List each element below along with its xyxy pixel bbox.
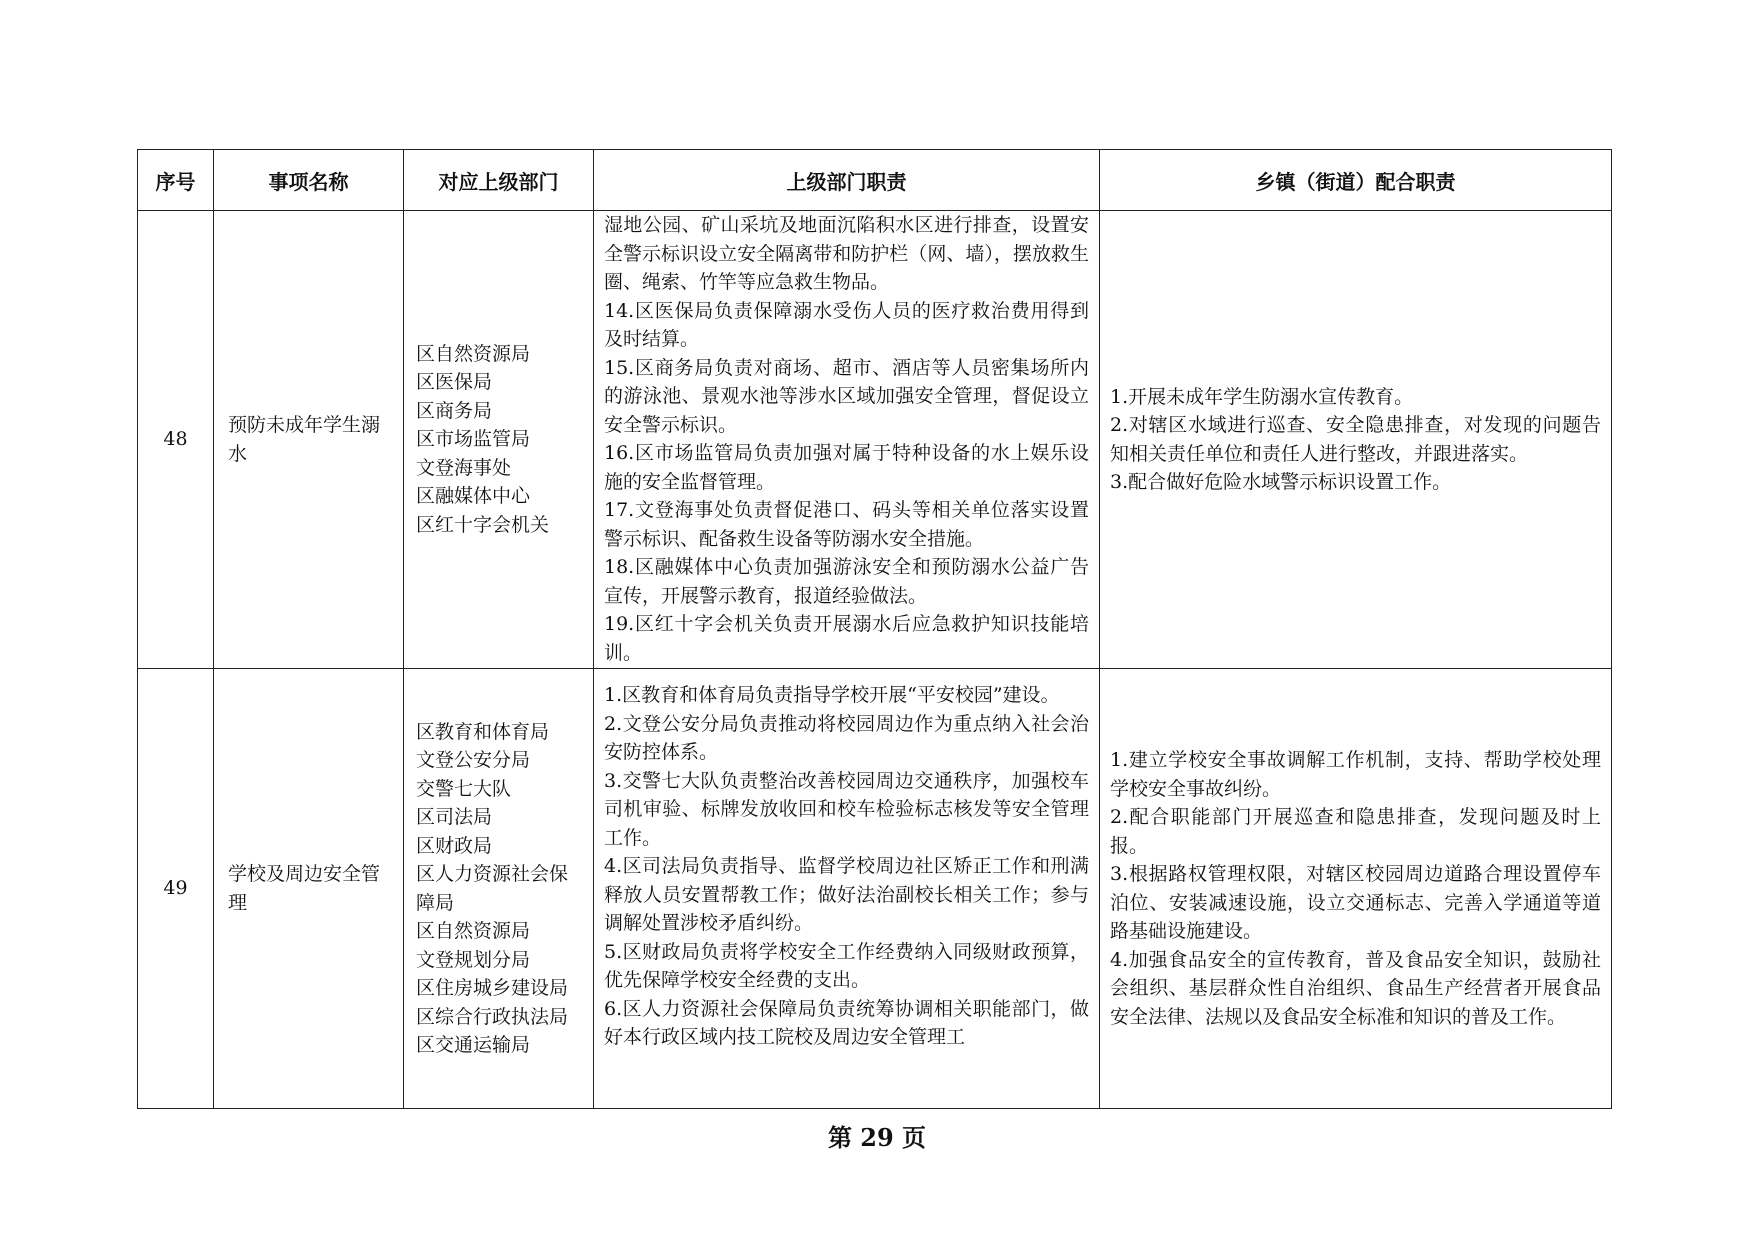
department-item: 区融媒体中心 [416,485,531,508]
department-item: 区教育和体育局 [416,720,550,743]
table-row [138,211,1612,669]
town-duties-cell [1100,211,1612,669]
table-header-row [138,150,1612,211]
duty-paragraph: 16.区市场监管局负责加强对属于特种设备的水上娱乐设施的安全监督管理。 [604,442,1089,493]
row-number: 48 [138,211,214,669]
duty-paragraph: 15.区商务局负责对商场、超市、酒店等人员密集场所内的游泳池、景观水池等涉水区域加强安全管理，督促设立安全警示标识。 [604,356,1089,436]
duty-paragraph: 1.区教育和体育局负责指导学校开展“平安校园”建设。 [604,684,1060,706]
header-departments: 对应上级部门 [404,150,594,211]
department-item: 区商务局 [416,399,493,422]
department-item: 区自然资源局 [416,342,531,365]
town-duty-paragraph: 2.配合职能部门开展巡查和隐患排查，发现问题及时上报。 [1110,806,1601,857]
duty-paragraph: 6.区人力资源社会保障局负责统筹协调相关职能部门，做好本行政区域内技工院校及周边安全管理工 [604,997,1089,1048]
table-row [138,669,1612,1109]
header-town-duties: 乡镇（街道）配合职责 [1100,150,1612,211]
header-superior-duties: 上级部门职责 [594,150,1100,211]
department-item: 区住房城乡建设局 [416,977,569,999]
duty-paragraph: 18.区融媒体中心负责加强游泳安全和预防溺水公益广告宣传，开展警示教育，报道经验做法。 [604,556,1089,607]
department-item: 区司法局 [416,806,493,828]
department-item: 交警七大队 [416,777,512,800]
department-item: 文登公安分局 [416,749,531,771]
duty-paragraph: 4.区司法局负责指导、监督学校周边社区矫正工作和刑满释放人员安置帮教工作；做好法治副校长相关工作；参与调解处置涉校矛盾纠纷。 [604,855,1089,934]
department-item: 区市场监管局 [416,428,531,451]
department-item: 区自然资源局 [416,920,531,942]
duty-paragraph: 3.交警七大队负责整治改善校园周边交通秩序，加强校车司机审验、标牌发放收回和校车检验标志核发等安全管理工作。 [604,769,1089,849]
department-item: 区综合行政执法局 [416,1005,569,1028]
item-name: 学校及周边安全管理 [214,669,404,1109]
duty-paragraph: 5.区财政局负责将学校安全工作经费纳入同级财政预算，优先保障学校安全经费的支出。 [604,940,1089,991]
department-item: 区交通运输局 [416,1034,531,1056]
item-name: 预防未成年学生溺水 [214,211,404,669]
duty-paragraph: 14.区医保局负责保障溺水受伤人员的医疗救治费用得到及时结算。 [604,299,1089,350]
department-item: 文登海事处 [416,456,512,479]
department-item: 文登规划分局 [416,948,531,971]
department-list [404,211,594,669]
row-number: 49 [138,669,214,1109]
duty-paragraph: 19.区红十字会机关负责开展溺水后应急救护知识技能培训。 [604,613,1089,664]
header-name: 事项名称 [214,150,404,211]
town-duties-cell [1100,669,1612,1109]
duty-paragraph: 湿地公园、矿山采坑及地面沉陷积水区进行排查，设置安全警示标识设立安全隔离带和防护栏（网、墙），摆放救生圈、绳索、竹竿等应急救生物品。 [604,214,1089,293]
town-duty-paragraph: 1.建立学校安全事故调解工作机制，支持、帮助学校处理学校安全事故纠纷。 [1110,749,1601,800]
town-duty-paragraph: 2.对辖区水域进行巡查、安全隐患排查，对发现的问题告知相关责任单位和责任人进行整改，并跟进落实。 [1110,414,1601,465]
department-item: 区红十字会机关 [416,513,550,536]
duty-paragraph: 17.文登海事处负责督促港口、码头等相关单位落实设置警示标识、配备救生设备等防溺水安全措施。 [604,499,1089,550]
town-duty-paragraph: 4.加强食品安全的宣传教育，普及食品安全知识，鼓励社会组织、基层群众性自治组织、食品生产经营者开展食品安全法律、法规以及食品安全标准和知识的普及工作。 [1110,948,1601,1028]
department-item: 区医保局 [416,371,493,394]
superior-duties-cell [594,211,1100,669]
page-number: 第 29 页 [827,1123,927,1152]
town-duty-paragraph: 3.配合做好危险水域警示标识设置工作。 [1110,471,1452,493]
department-item: 区财政局 [416,834,493,857]
town-duty-paragraph: 3.根据路权管理权限，对辖区校园周边道路合理设置停车泊位、安装减速设施，设立交通标志、完善入学通道等道路基础设施建设。 [1110,863,1601,942]
superior-duties-cell [594,669,1100,1109]
department-list [404,669,594,1109]
department-item: 区人力资源社会保障局 [416,863,569,914]
header-no: 序号 [138,150,214,211]
responsibility-table [137,149,1612,1109]
duty-paragraph: 2.文登公安分局负责推动将校园周边作为重点纳入社会治安防控体系。 [604,712,1089,763]
town-duty-paragraph: 1.开展未成年学生防溺水宣传教育。 [1110,385,1414,408]
